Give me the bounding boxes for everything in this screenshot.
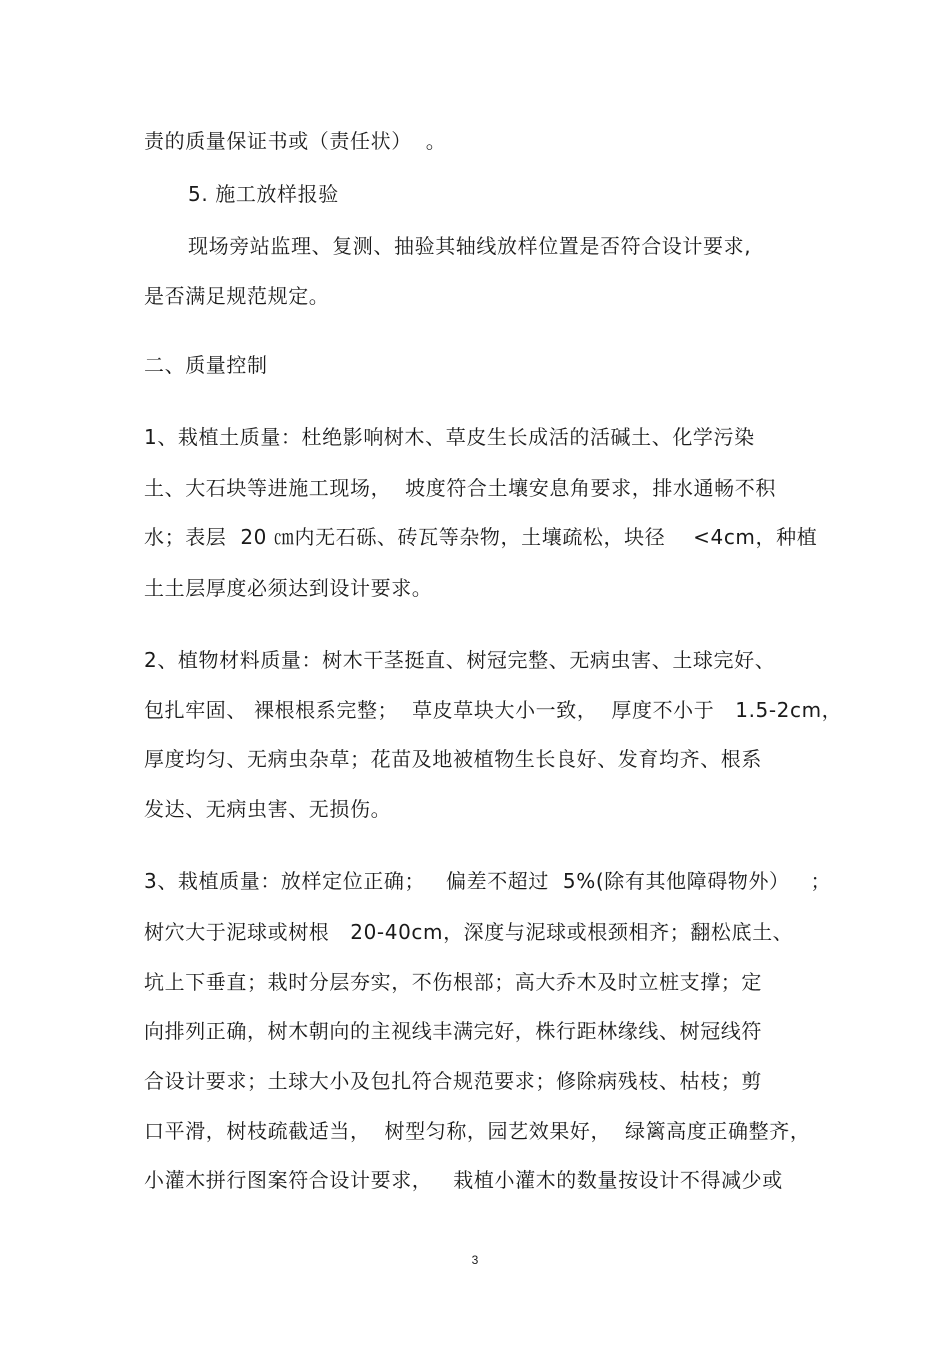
- text-line: 包扎牢固、 裸根根系完整； 草皮草块大小一致， 厚度不小于 1.5-2cm，: [144, 698, 843, 722]
- text-line: 现场旁站监理、复测、抽验其轴线放样位置是否符合设计要求,: [188, 234, 752, 258]
- text-line: 合设计要求；土球大小及包扎符合规范要求；修除病残枝、枯枝；剪: [144, 1069, 762, 1093]
- section-heading: 二、质量控制: [144, 353, 268, 377]
- text-line: 3、栽植质量：放样定位正确； 偏差不超过 5%(除有其他障碍物外） ；: [144, 869, 832, 893]
- text-line: 向排列正确，树木朝向的主视线丰满完好，株行距林缘线、树冠线符: [144, 1019, 762, 1043]
- text-line: 2、植物材料质量：树木干茎挺直、树冠完整、无病虫害、土球完好、: [144, 648, 776, 672]
- text-line: 厚度均匀、无病虫杂草；花苗及地被植物生长良好、发育均齐、根系: [144, 747, 762, 771]
- text-line: 土土层厚度必须达到设计要求。: [144, 576, 433, 600]
- page-number: 3: [471, 1253, 479, 1267]
- text-line: 1、栽植土质量：杜绝影响树木、草皮生长成活的活碱土、化学污染: [144, 425, 755, 449]
- text-line: 小灌木拼行图案符合设计要求， 栽植小灌木的数量按设计不得减少或: [144, 1168, 783, 1192]
- text-line: 坑上下垂直；栽时分层夯实，不伤根部；高大乔木及时立桩支撑；定: [144, 970, 762, 994]
- text-line: 是否满足规范规定。: [144, 284, 330, 308]
- text-line: 口平滑，树枝疏截适当， 树型匀称，园艺效果好， 绿篱高度正确整齐，: [144, 1119, 811, 1143]
- text-line: 土、大石块等进施工现场， 坡度符合土壤安息角要求，排水通畅不积: [144, 476, 776, 500]
- text-line: 树穴大于泥球或树根 20-40cm，深度与泥球或根颈相齐；翻松底土、: [144, 920, 794, 944]
- text-line: 水；表层 20 ㎝内无石砾、砖瓦等杂物，土壤疏松，块径 <4cm，种植: [144, 525, 818, 549]
- section-heading: 5. 施工放样报验: [188, 182, 339, 206]
- text-line: 发达、无病虫害、无损伤。: [144, 797, 392, 821]
- text-line: 责的质量保证书或（责任状） 。: [144, 129, 447, 153]
